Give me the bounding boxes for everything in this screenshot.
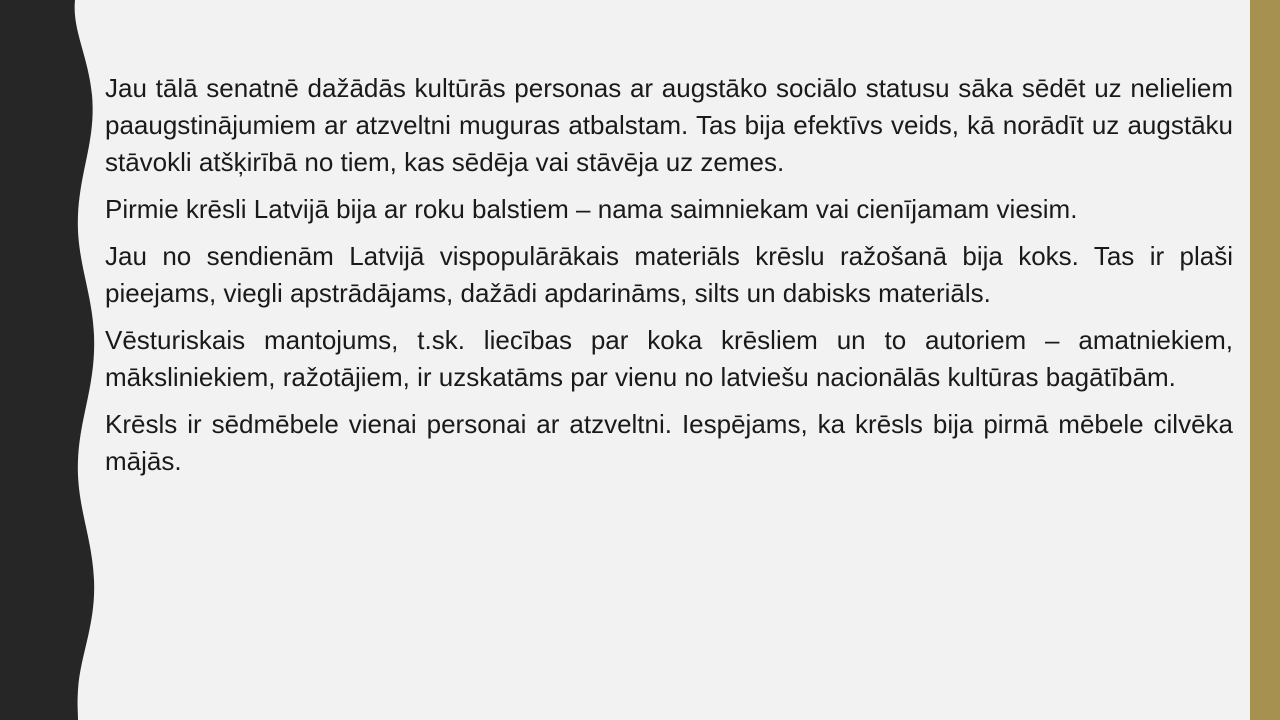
paragraph-2: Pirmie krēsli Latvijā bija ar roku balstiem – nama saimniekam vai cienījamam viesim. (105, 194, 1078, 224)
left-wave-shape (0, 0, 94, 720)
right-accent-bar (1250, 0, 1280, 720)
body-text (105, 70, 1233, 490)
paragraph-1: Jau tālā senatnē dažādās kultūrās personas ar augstāko sociālo statusu sāka sēdēt uz nelieliem paaugstinājumiem ar atzveltni muguras atbalstam. Tas bija efektīvs veids, kā norādīt uz augstāku stāvokli atšķirībā no tiem, kas sēdēja vai stāvēja uz zemes. (105, 73, 1233, 177)
paragraph-5: Krēsls ir sēdmēbele vienai personai ar atzveltni. Iespējams, ka krēsls bija pirmā mēbele cilvēka mājās. (105, 409, 1233, 476)
paragraph-4: Vēsturiskais mantojums, t.sk. liecības par koka krēsliem un to autoriem – amatniekiem, māksliniekiem, ražotājiem, ir uzskatāms par vienu no latviešu nacionālās kultūras bagātībām. (105, 325, 1233, 392)
paragraph-3: Jau no sendienām Latvijā vispopulārākais materiāls krēslu ražošanā bija koks. Tas ir plaši pieejams, viegli apstrādājams, dažādi apdarināms, silts un dabisks materiāls. (105, 241, 1233, 308)
left-wave-band (0, 0, 110, 720)
